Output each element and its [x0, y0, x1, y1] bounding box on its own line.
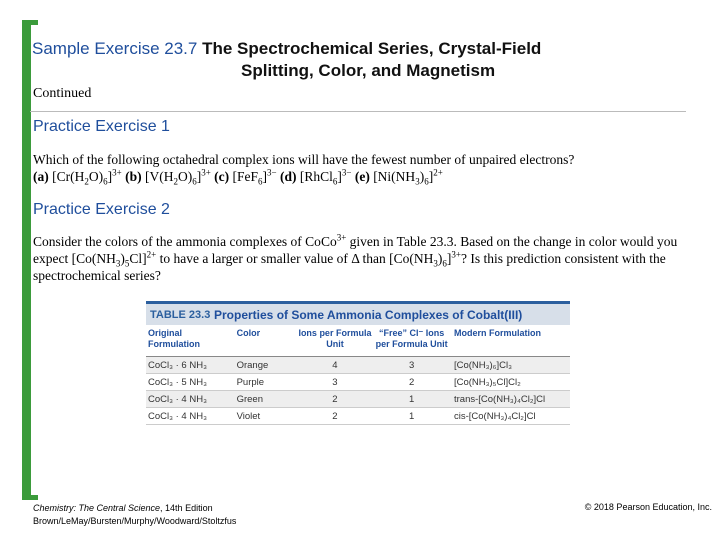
slide-title: [32, 37, 712, 61]
table-row: [146, 357, 570, 374]
table-body: [146, 357, 570, 425]
cell: 3: [408, 359, 415, 371]
table-column-headers: [146, 325, 570, 357]
practice2-text-end: ? Is this prediction consistent with the spectrochemical series?: [33, 251, 666, 283]
title-text-line1: The Spectrochemical Series, Crystal-Field: [202, 39, 542, 58]
practice1-question: Which of the following octahedral complex ions will have the fewest number of unpaired electrons?: [33, 152, 575, 167]
cell: Purple: [236, 376, 265, 388]
table-title: Properties of Some Ammonia Complexes of Cobalt(III): [214, 307, 523, 322]
practice1-choices: (a) $[Cr(H_2O)_6]^{3+}$ (b) $[V(H_2O)_6]^{3+}$ (c) $[FeF_6]^{3-}$ (d) [RhCl$_6$]$^{3-}$ (e) $[Ni(NH_3)_6]^{2+}$: [33, 167, 443, 187]
practice2-text-mid: to have a larger or smaller value of Δ than [Co(NH: [156, 251, 434, 266]
table-23-3: [146, 301, 570, 425]
practice1-heading: Practice Exercise 1: [33, 118, 170, 135]
table-header-bar: [146, 301, 570, 325]
continued-label: Continued: [33, 86, 92, 101]
divider: [30, 111, 686, 112]
book-authors: Brown/LeMay/Bursten/Murphy/Woodward/Stoltzfus: [33, 516, 237, 526]
table-tag: TABLE 23.3: [146, 309, 214, 321]
practice2-heading: Practice Exercise 2: [33, 201, 170, 218]
book-title: Chemistry: The Central Science: [33, 503, 161, 513]
exercise-label: Sample Exercise 23.7: [32, 39, 198, 58]
table-row: [146, 408, 570, 425]
green-bracket: [22, 20, 31, 500]
col-header: Ions per Formula Unit: [298, 328, 372, 349]
cell: trans-[Co(NH₃)₄Cl₂]Cl: [453, 393, 546, 405]
cell: Violet: [236, 410, 261, 422]
cell: cis-[Co(NH₃)₄Cl₂]Cl: [453, 410, 536, 422]
col-header: Original Formulation: [148, 328, 200, 349]
cell: 2: [408, 376, 415, 388]
cell: CoCl₃ · 5 NH₃: [148, 376, 207, 388]
title-text-line2: Splitting, Color, and Magnetism: [241, 61, 496, 80]
col-header: Modern Formulation: [453, 328, 541, 338]
col-header: “Free” Cl⁻ Ions per Formula Unit: [375, 328, 448, 349]
practice2-body: Consider the colors of the ammonia complexes of CoCo$^{3+}$ given in Table 23.3. Based on the change in color would you expect $[Co(NH_3)_5Cl]^{2+}$ to have a larger or smaller value of Δ than $[Co(NH_3)_6]^{3+}$? Is this prediction consistent with the spectrochemical series?: [33, 232, 678, 283]
cell: 2: [332, 393, 338, 405]
cell: 1: [408, 410, 415, 422]
cell: CoCl₃ · 4 NH₃: [148, 410, 207, 422]
cell: [Co(NH₃)₅Cl]Cl₂: [453, 376, 521, 388]
practice2-text-after: given in Table 23.3. Based on the change in color would you expect [Co(NH: [33, 234, 678, 266]
practice2-text-start: Consider the colors of the ammonia complexes of Co: [33, 234, 321, 249]
cell: Green: [236, 393, 263, 405]
green-bracket-top: [22, 20, 38, 25]
cell: [Co(NH₃)₆]Cl₃: [453, 359, 512, 371]
practice1-body: [33, 151, 693, 185]
cell: CoCl₃ · 6 NH₃: [148, 359, 207, 371]
footer-citation: [33, 502, 236, 528]
cell: 2: [332, 410, 338, 422]
book-edition: , 14th Edition: [160, 503, 213, 513]
cell: CoCl₃ · 4 NH₃: [148, 393, 207, 405]
table-row: [146, 391, 570, 408]
cell: 1: [408, 393, 415, 405]
cell: Orange: [236, 359, 269, 371]
green-bracket-bottom: [22, 495, 38, 500]
cell: 4: [332, 359, 338, 371]
col-header: Color: [236, 328, 261, 338]
table-row: [146, 374, 570, 391]
copyright: © 2018 Pearson Education, Inc.: [584, 502, 712, 512]
cell: 3: [332, 376, 338, 388]
